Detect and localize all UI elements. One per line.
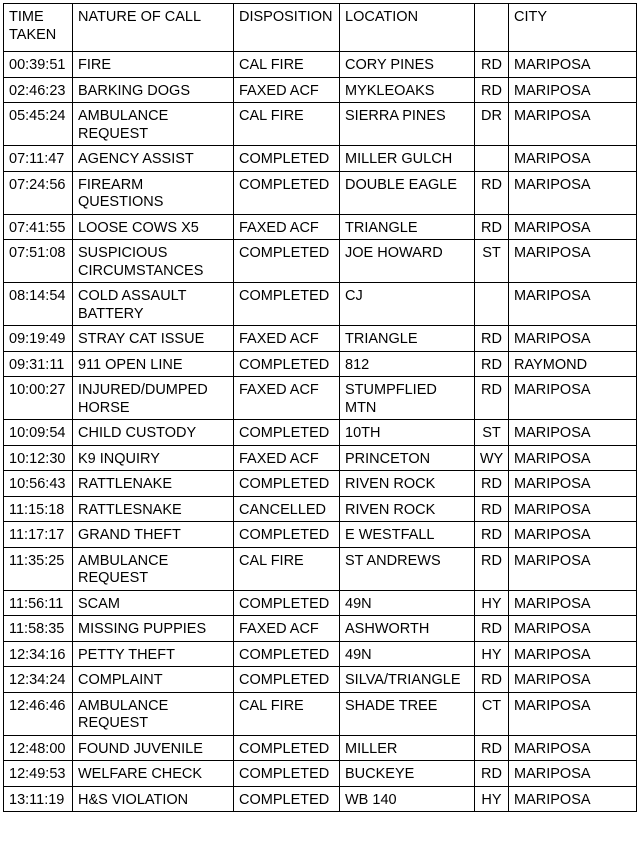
city-cell: MARIPOSA	[509, 77, 637, 103]
location-cell: PRINCETON	[340, 445, 475, 471]
table-row	[4, 735, 637, 761]
time-cell: 11:35:25	[4, 547, 73, 590]
street-suffix-cell: RD	[475, 616, 509, 642]
street-suffix-cell: RD	[475, 377, 509, 420]
nature-of-call-cell: LOOSE COWS X5	[73, 214, 234, 240]
nature-of-call-cell: INJURED/DUMPED HORSE	[73, 377, 234, 420]
street-suffix-cell: RD	[475, 351, 509, 377]
location-cell: SHADE TREE	[340, 692, 475, 735]
disposition-cell: COMPLETED	[234, 283, 340, 326]
street-suffix-cell: RD	[475, 326, 509, 352]
time-cell: 11:15:18	[4, 496, 73, 522]
time-cell: 11:17:17	[4, 522, 73, 548]
table-row	[4, 52, 637, 78]
time-cell: 12:46:46	[4, 692, 73, 735]
location-cell: JOE HOWARD	[340, 240, 475, 283]
time-cell: 07:51:08	[4, 240, 73, 283]
location-cell: 49N	[340, 590, 475, 616]
street-suffix-cell: HY	[475, 786, 509, 812]
nature-of-call-cell: SUSPICIOUS CIRCUMSTANCES	[73, 240, 234, 283]
time-cell: 08:14:54	[4, 283, 73, 326]
city-cell: MARIPOSA	[509, 641, 637, 667]
time-cell: 07:11:47	[4, 146, 73, 172]
table-row	[4, 377, 637, 420]
street-suffix-cell: ST	[475, 420, 509, 446]
time-cell: 00:39:51	[4, 52, 73, 78]
city-cell: MARIPOSA	[509, 214, 637, 240]
city-cell: MARIPOSA	[509, 326, 637, 352]
table-row	[4, 420, 637, 446]
location-cell: SILVA/TRIANGLE	[340, 667, 475, 693]
street-suffix-cell: DR	[475, 103, 509, 146]
city-cell: MARIPOSA	[509, 52, 637, 78]
header-nature-of-call: NATURE OF CALL	[73, 4, 234, 52]
time-cell: 12:49:53	[4, 761, 73, 787]
nature-of-call-cell: WELFARE CHECK	[73, 761, 234, 787]
time-cell: 05:45:24	[4, 103, 73, 146]
city-cell: MARIPOSA	[509, 146, 637, 172]
street-suffix-cell	[475, 283, 509, 326]
location-cell: DOUBLE EAGLE	[340, 171, 475, 214]
nature-of-call-cell: FOUND JUVENILE	[73, 735, 234, 761]
time-cell: 10:12:30	[4, 445, 73, 471]
location-cell: 49N	[340, 641, 475, 667]
location-cell: TRIANGLE	[340, 214, 475, 240]
table-row	[4, 667, 637, 693]
city-cell: MARIPOSA	[509, 171, 637, 214]
time-cell: 12:34:16	[4, 641, 73, 667]
nature-of-call-cell: STRAY CAT ISSUE	[73, 326, 234, 352]
city-cell: MARIPOSA	[509, 283, 637, 326]
city-cell: MARIPOSA	[509, 735, 637, 761]
time-cell: 10:09:54	[4, 420, 73, 446]
disposition-cell: COMPLETED	[234, 786, 340, 812]
location-cell: BUCKEYE	[340, 761, 475, 787]
nature-of-call-cell: RATTLESNAKE	[73, 496, 234, 522]
table-row	[4, 214, 637, 240]
location-cell: 10TH	[340, 420, 475, 446]
table-row	[4, 761, 637, 787]
header-disposition: DISPOSITION	[234, 4, 340, 52]
disposition-cell: COMPLETED	[234, 641, 340, 667]
time-cell: 02:46:23	[4, 77, 73, 103]
street-suffix-cell: WY	[475, 445, 509, 471]
nature-of-call-cell: RATTLENAKE	[73, 471, 234, 497]
disposition-cell: FAXED ACF	[234, 616, 340, 642]
table-row	[4, 496, 637, 522]
street-suffix-cell: RD	[475, 496, 509, 522]
time-cell: 09:31:11	[4, 351, 73, 377]
street-suffix-cell: ST	[475, 240, 509, 283]
nature-of-call-cell: FIRE	[73, 52, 234, 78]
time-cell: 11:58:35	[4, 616, 73, 642]
city-cell: MARIPOSA	[509, 786, 637, 812]
nature-of-call-cell: BARKING DOGS	[73, 77, 234, 103]
location-cell: MYKLEOAKS	[340, 77, 475, 103]
time-cell: 10:56:43	[4, 471, 73, 497]
nature-of-call-cell: K9 INQUIRY	[73, 445, 234, 471]
table-row	[4, 240, 637, 283]
disposition-cell: FAXED ACF	[234, 445, 340, 471]
table-row	[4, 146, 637, 172]
location-cell: CJ	[340, 283, 475, 326]
disposition-cell: COMPLETED	[234, 146, 340, 172]
disposition-cell: FAXED ACF	[234, 214, 340, 240]
disposition-cell: COMPLETED	[234, 240, 340, 283]
time-cell: 13:11:19	[4, 786, 73, 812]
disposition-cell: COMPLETED	[234, 471, 340, 497]
disposition-cell: COMPLETED	[234, 735, 340, 761]
nature-of-call-cell: AMBULANCE REQUEST	[73, 692, 234, 735]
nature-of-call-cell: COLD ASSAULT BATTERY	[73, 283, 234, 326]
table-row	[4, 77, 637, 103]
city-cell: RAYMOND	[509, 351, 637, 377]
disposition-cell: COMPLETED	[234, 522, 340, 548]
table-row	[4, 547, 637, 590]
location-cell: ASHWORTH	[340, 616, 475, 642]
location-cell: E WESTFALL	[340, 522, 475, 548]
street-suffix-cell: RD	[475, 171, 509, 214]
street-suffix-cell	[475, 146, 509, 172]
table-row	[4, 692, 637, 735]
street-suffix-cell: HY	[475, 641, 509, 667]
header-location: LOCATION	[340, 4, 475, 52]
header-row	[4, 4, 637, 52]
disposition-cell: CAL FIRE	[234, 103, 340, 146]
location-cell: STUMPFLIED MTN	[340, 377, 475, 420]
location-cell: RIVEN ROCK	[340, 471, 475, 497]
time-cell: 11:56:11	[4, 590, 73, 616]
city-cell: MARIPOSA	[509, 471, 637, 497]
disposition-cell: CAL FIRE	[234, 692, 340, 735]
street-suffix-cell: RD	[475, 761, 509, 787]
time-cell: 07:41:55	[4, 214, 73, 240]
street-suffix-cell: RD	[475, 52, 509, 78]
table-row	[4, 171, 637, 214]
nature-of-call-cell: GRAND THEFT	[73, 522, 234, 548]
table-row	[4, 590, 637, 616]
header-street-suffix	[475, 4, 509, 52]
table-row	[4, 103, 637, 146]
street-suffix-cell: RD	[475, 667, 509, 693]
nature-of-call-cell: COMPLAINT	[73, 667, 234, 693]
nature-of-call-cell: 911 OPEN LINE	[73, 351, 234, 377]
disposition-cell: COMPLETED	[234, 351, 340, 377]
table-row	[4, 471, 637, 497]
time-cell: 10:00:27	[4, 377, 73, 420]
location-cell: WB 140	[340, 786, 475, 812]
street-suffix-cell: RD	[475, 522, 509, 548]
street-suffix-cell: HY	[475, 590, 509, 616]
table-row	[4, 616, 637, 642]
disposition-cell: COMPLETED	[234, 667, 340, 693]
table-row	[4, 283, 637, 326]
disposition-cell: COMPLETED	[234, 420, 340, 446]
disposition-cell: FAXED ACF	[234, 377, 340, 420]
table-row	[4, 786, 637, 812]
time-cell: 12:34:24	[4, 667, 73, 693]
street-suffix-cell: RD	[475, 471, 509, 497]
street-suffix-cell: RD	[475, 547, 509, 590]
table-row	[4, 326, 637, 352]
nature-of-call-cell: AMBULANCE REQUEST	[73, 103, 234, 146]
location-cell: MILLER GULCH	[340, 146, 475, 172]
city-cell: MARIPOSA	[509, 616, 637, 642]
time-cell: 07:24:56	[4, 171, 73, 214]
location-cell: ST ANDREWS	[340, 547, 475, 590]
nature-of-call-cell: CHILD CUSTODY	[73, 420, 234, 446]
call-log-body	[4, 52, 637, 812]
call-log-table	[3, 3, 637, 812]
disposition-cell: CANCELLED	[234, 496, 340, 522]
table-row	[4, 351, 637, 377]
table-row	[4, 641, 637, 667]
location-cell: SIERRA PINES	[340, 103, 475, 146]
nature-of-call-cell: AMBULANCE REQUEST	[73, 547, 234, 590]
disposition-cell: COMPLETED	[234, 171, 340, 214]
city-cell: MARIPOSA	[509, 522, 637, 548]
location-cell: TRIANGLE	[340, 326, 475, 352]
nature-of-call-cell: H&S VIOLATION	[73, 786, 234, 812]
table-row	[4, 445, 637, 471]
city-cell: MARIPOSA	[509, 420, 637, 446]
street-suffix-cell: RD	[475, 77, 509, 103]
location-cell: CORY PINES	[340, 52, 475, 78]
time-cell: 12:48:00	[4, 735, 73, 761]
nature-of-call-cell: MISSING PUPPIES	[73, 616, 234, 642]
location-cell: 812	[340, 351, 475, 377]
disposition-cell: FAXED ACF	[234, 326, 340, 352]
city-cell: MARIPOSA	[509, 445, 637, 471]
city-cell: MARIPOSA	[509, 103, 637, 146]
street-suffix-cell: CT	[475, 692, 509, 735]
nature-of-call-cell: FIREARM QUESTIONS	[73, 171, 234, 214]
city-cell: MARIPOSA	[509, 590, 637, 616]
disposition-cell: CAL FIRE	[234, 547, 340, 590]
location-cell: RIVEN ROCK	[340, 496, 475, 522]
nature-of-call-cell: AGENCY ASSIST	[73, 146, 234, 172]
disposition-cell: COMPLETED	[234, 590, 340, 616]
city-cell: MARIPOSA	[509, 496, 637, 522]
street-suffix-cell: RD	[475, 214, 509, 240]
location-cell: MILLER	[340, 735, 475, 761]
street-suffix-cell: RD	[475, 735, 509, 761]
header-city: CITY	[509, 4, 637, 52]
city-cell: MARIPOSA	[509, 547, 637, 590]
table-row	[4, 522, 637, 548]
city-cell: MARIPOSA	[509, 692, 637, 735]
disposition-cell: FAXED ACF	[234, 77, 340, 103]
disposition-cell: CAL FIRE	[234, 52, 340, 78]
city-cell: MARIPOSA	[509, 240, 637, 283]
time-cell: 09:19:49	[4, 326, 73, 352]
disposition-cell: COMPLETED	[234, 761, 340, 787]
nature-of-call-cell: PETTY THEFT	[73, 641, 234, 667]
nature-of-call-cell: SCAM	[73, 590, 234, 616]
city-cell: MARIPOSA	[509, 761, 637, 787]
city-cell: MARIPOSA	[509, 667, 637, 693]
header-time-taken: TIME TAKEN	[4, 4, 73, 52]
city-cell: MARIPOSA	[509, 377, 637, 420]
